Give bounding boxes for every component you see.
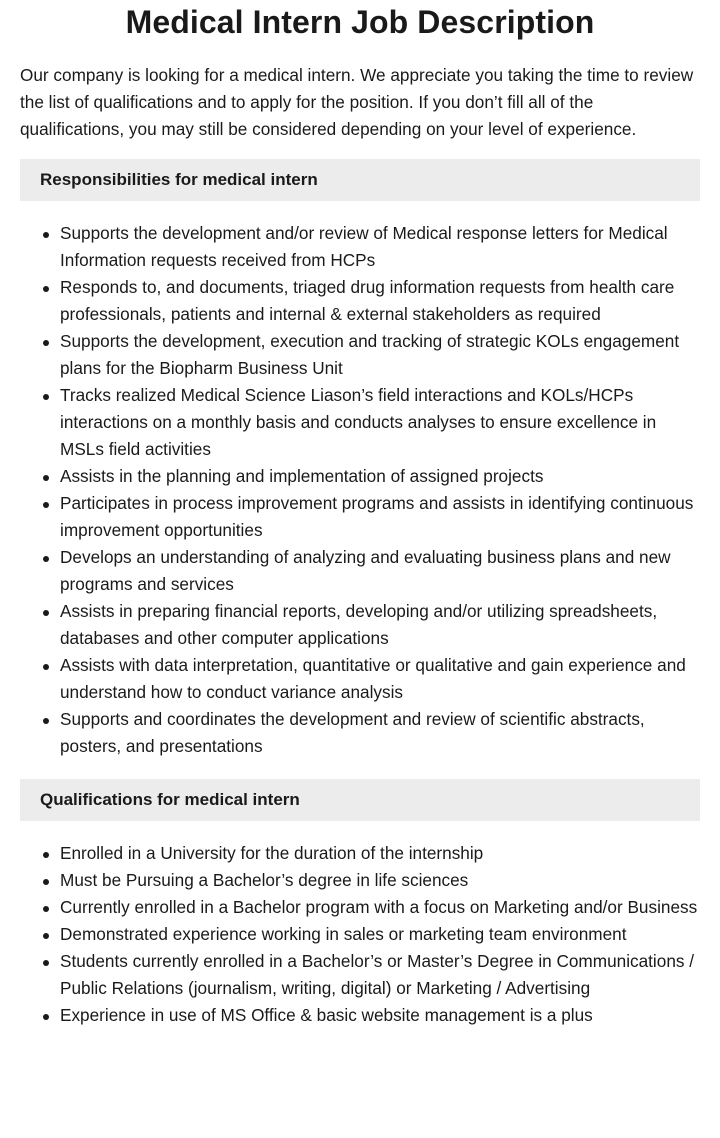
list-item: Enrolled in a University for the duration of the internship <box>60 840 700 867</box>
qualifications-heading: Qualifications for medical intern <box>20 779 700 821</box>
list-item: Assists in the planning and implementation of assigned projects <box>60 463 700 490</box>
list-item: Currently enrolled in a Bachelor program with a focus on Marketing and/or Business <box>60 894 700 921</box>
qualifications-list <box>20 840 700 1029</box>
responsibilities-heading: Responsibilities for medical intern <box>20 159 700 201</box>
list-item: Experience in use of MS Office & basic website management is a plus <box>60 1002 700 1029</box>
list-item: Tracks realized Medical Science Liason’s field interactions and KOLs/HCPs interactions on a monthly basis and conducts analyses to ensure excellence in MSLs field activities <box>60 382 700 463</box>
list-item: Must be Pursuing a Bachelor’s degree in life sciences <box>60 867 700 894</box>
intro-paragraph: Our company is looking for a medical intern. We appreciate you taking the time to review the list of qualifications and to apply for the position. If you don’t fill all of the qualifications, you may still be considered depending on your level of experience. <box>20 65 694 139</box>
responsibilities-list <box>20 220 700 760</box>
list-item: Responds to, and documents, triaged drug information requests from health care professionals, patients and internal & external stakeholders as required <box>60 274 700 328</box>
list-item: Supports the development, execution and tracking of strategic KOLs engagement plans for the Biopharm Business Unit <box>60 328 700 382</box>
list-item: Students currently enrolled in a Bachelor’s or Master’s Degree in Communications / Public Relations (journalism, writing, digital) or Marketing / Advertising <box>60 948 700 1002</box>
list-item: Participates in process improvement programs and assists in identifying continuous improvement opportunities <box>60 490 700 544</box>
page-title: Medical Intern Job Description <box>125 4 595 40</box>
list-item: Supports and coordinates the development and review of scientific abstracts, posters, and presentations <box>60 706 700 760</box>
list-item: Assists in preparing financial reports, developing and/or utilizing spreadsheets, databases and other computer applications <box>60 598 700 652</box>
list-item: Assists with data interpretation, quantitative or qualitative and gain experience and understand how to conduct variance analysis <box>60 652 700 706</box>
list-item: Develops an understanding of analyzing and evaluating business plans and new programs and services <box>60 544 700 598</box>
list-item: Demonstrated experience working in sales or marketing team environment <box>60 921 700 948</box>
list-item: Supports the development and/or review of Medical response letters for Medical Information requests received from HCPs <box>60 220 700 274</box>
